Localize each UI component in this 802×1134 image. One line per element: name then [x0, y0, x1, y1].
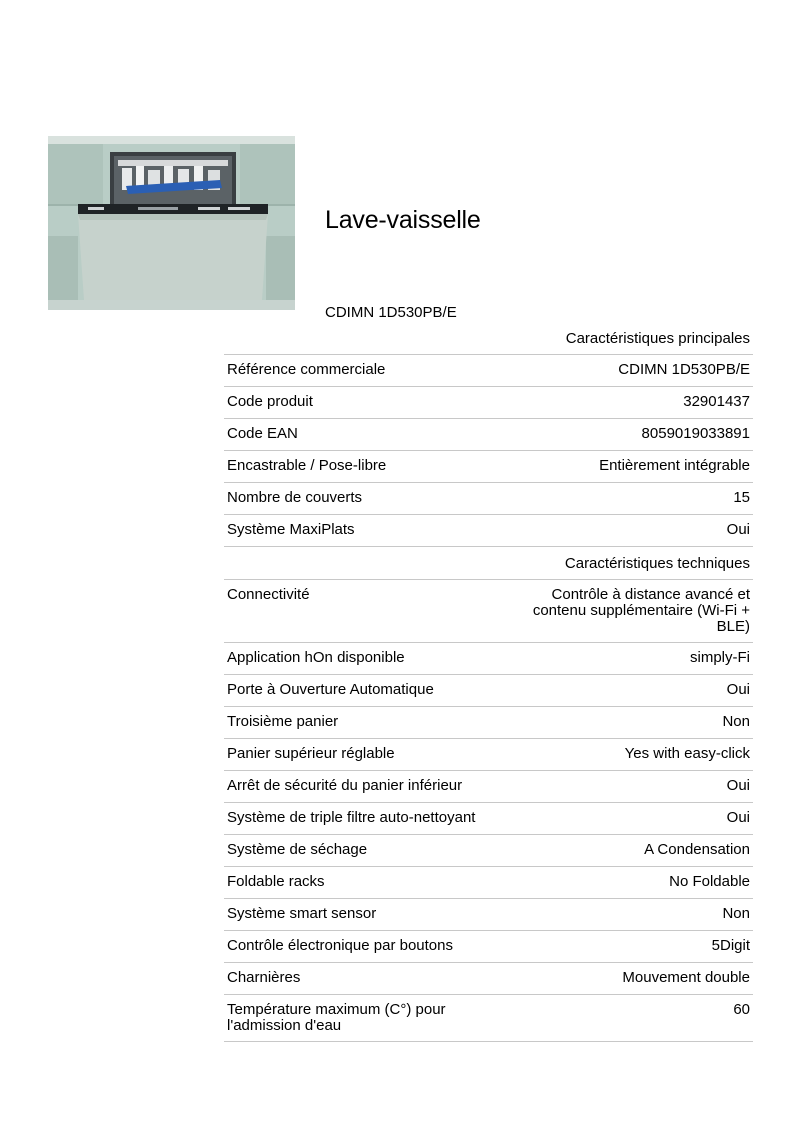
row-label: Système smart sensor [227, 905, 377, 922]
product-image [48, 136, 295, 310]
table-row [224, 515, 753, 547]
row-value: simply-Fi [690, 649, 750, 666]
row-value: Yes with easy-click [624, 745, 750, 762]
row-label: Encastrable / Pose-libre [227, 457, 387, 474]
row-label: Contrôle électronique par boutons [227, 937, 453, 954]
row-value: 60 [733, 1001, 750, 1018]
table-row [224, 803, 753, 835]
table-row [224, 963, 753, 995]
table-row [224, 643, 753, 675]
row-value: Contrôle à distance avancé et contenu supplémentaire (Wi-Fi + BLE) [532, 586, 750, 635]
row-label: Système de séchage [227, 841, 368, 858]
row-value: 15 [733, 489, 750, 506]
spec-table [224, 322, 753, 1042]
table-row [224, 931, 753, 963]
row-label: Température maximum (C°) pour l'admission d'eau [227, 1001, 446, 1034]
row-value: 5Digit [711, 937, 750, 954]
row-label: Arrêt de sécurité du panier inférieur [227, 777, 463, 794]
row-value: Non [722, 713, 750, 730]
row-label: Troisième panier [227, 713, 339, 730]
table-row [224, 707, 753, 739]
row-value: Oui [726, 521, 750, 538]
table-row [224, 580, 753, 643]
table-row [224, 835, 753, 867]
section-header-technical: Caractéristiques techniques [224, 547, 753, 580]
table-row [224, 675, 753, 707]
row-label: Connectivité [227, 586, 310, 603]
table-row [224, 899, 753, 931]
row-label: Système de triple filtre auto-nettoyant [227, 809, 476, 826]
row-value: Oui [726, 809, 750, 826]
row-label: Code produit [227, 393, 313, 410]
row-label: Application hOn disponible [227, 649, 405, 666]
row-label: Nombre de couverts [227, 489, 363, 506]
row-label: Porte à Ouverture Automatique [227, 681, 434, 698]
table-row [224, 419, 753, 451]
row-value: Oui [726, 681, 750, 698]
row-label: Système MaxiPlats [227, 521, 355, 538]
row-label: Référence commerciale [227, 361, 386, 378]
row-value: CDIMN 1D530PB/E [618, 361, 750, 378]
table-row [224, 387, 753, 419]
section-header-main: Caractéristiques principales [224, 322, 753, 355]
row-value: Entièrement intégrable [599, 457, 750, 474]
product-model: CDIMN 1D530PB/E [325, 304, 457, 321]
dishwasher-illustration [48, 136, 295, 310]
row-value: A Condensation [644, 841, 750, 858]
table-row [224, 867, 753, 899]
row-value: No Foldable [669, 873, 750, 890]
table-row [224, 739, 753, 771]
table-row [224, 451, 753, 483]
table-row [224, 355, 753, 387]
product-title: Lave-vaisselle [325, 206, 481, 234]
row-value: 8059019033891 [641, 425, 750, 442]
table-row [224, 995, 753, 1042]
row-value: 32901437 [683, 393, 750, 410]
row-label: Code EAN [227, 425, 298, 442]
table-row [224, 771, 753, 803]
row-value: Mouvement double [622, 969, 750, 986]
table-row [224, 483, 753, 515]
row-label: Foldable racks [227, 873, 325, 890]
row-value: Non [722, 905, 750, 922]
row-label: Panier supérieur réglable [227, 745, 395, 762]
row-label: Charnières [227, 969, 301, 986]
row-value: Oui [726, 777, 750, 794]
